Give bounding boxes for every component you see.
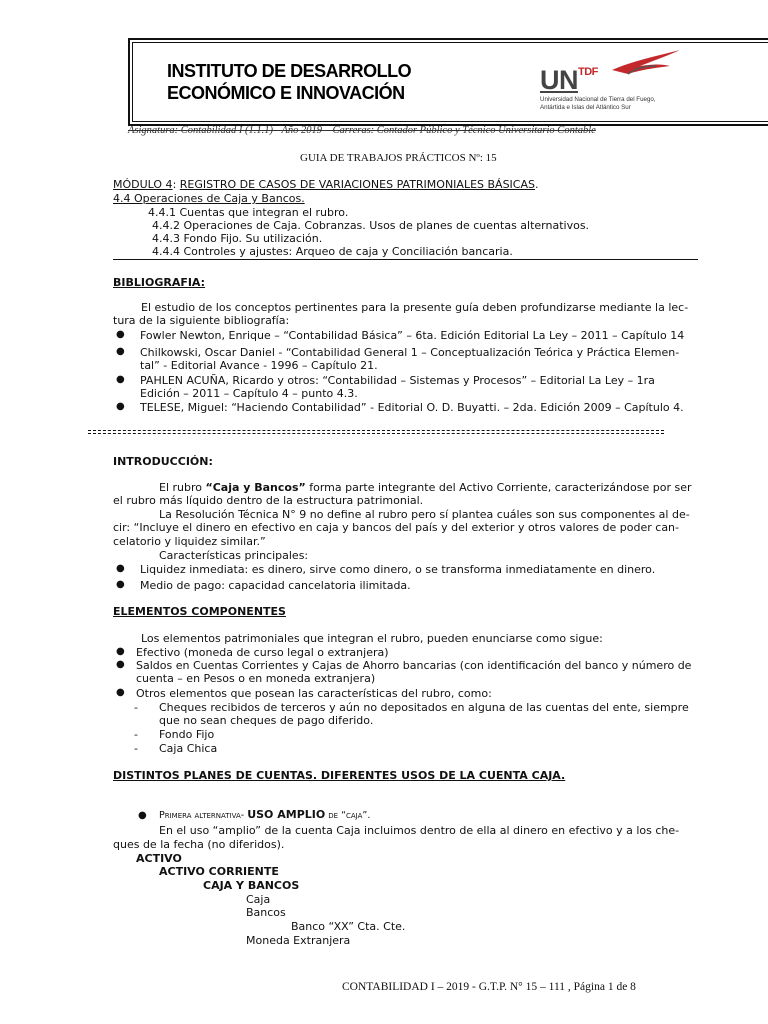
introduccion-heading: INTRODUCCIÓN:	[113, 455, 213, 468]
tree-moneda-extranjera: Moneda Extranjera	[246, 934, 351, 947]
caracteristicas-label: Características principales:	[159, 549, 309, 562]
item-4-4-2: 4.4.2 Operaciones de Caja. Cobranzas. Usos de planes de cuentas alternativos.	[152, 219, 590, 232]
subject-line: Asignatura: Contabilidad I (1.1.1) - Año 2019 – Carreras: Contador Público y Técnico Universitario Contable	[128, 125, 596, 136]
item-4-4-3: 4.4.3 Fondo Fijo. Su utilización.	[152, 232, 323, 245]
bullet-icon: ●	[116, 374, 125, 385]
reference-item-cont: Edición – 2011 – Capítulo 4 – punto 4.3.	[140, 387, 358, 400]
tree-bancos: Bancos	[246, 906, 286, 919]
reference-item: Fowler Newton, Enrique – “Contabilidad Básica” – 6ta. Edición Editorial La Ley – 2011 – Capítulo 14	[140, 329, 685, 342]
tree-banco-xx: Banco “XX” Cta. Cte.	[291, 920, 406, 933]
bullet-icon: ●	[116, 659, 125, 670]
bullet-icon: ●	[116, 401, 125, 412]
reference-item-cont: tal” - Editorial Avance - 1996 – Capítulo 21.	[140, 359, 378, 372]
planes-paragraph-cont: ques de la fecha (no diferidos).	[113, 838, 285, 851]
bullet-icon: ●	[116, 579, 125, 590]
institute-line-2: ECONÓMICO E INNOVACIÓN	[167, 83, 405, 103]
divider	[113, 259, 698, 260]
item-4-4-1: 4.4.1 Cuentas que integran el rubro.	[148, 206, 349, 219]
bullet-icon: ●	[116, 563, 125, 574]
reference-item: TELESE, Miguel: “Haciendo Contabilidad” - Editorial O. D. Buyatti. – 2da. Edición 2009 – Capítulo 4.	[140, 401, 684, 414]
sub-item: Caja Chica	[159, 742, 218, 755]
logo-subtitle: Universidad Nacional de Tierra del Fuego, Antártida e Islas del Atlántico Sur	[540, 96, 656, 111]
biblio-intro-1: El estudio de los conceptos pertinentes para la presente guía deben profundizarse mediante la lec-	[141, 301, 689, 314]
intro-paragraph-1-cont: el rubro más líquido dentro de la estructura patrimonial.	[113, 494, 424, 507]
untdf-logo	[540, 48, 680, 118]
dash-icon: -	[134, 742, 138, 755]
elementos-heading: ELEMENTOS COMPONENTES	[113, 605, 286, 618]
item-4-4-4: 4.4.4 Controles y ajustes: Arqueo de caja y Conciliación bancaria.	[152, 245, 513, 258]
elemento-item: Otros elementos que posean las características del rubro, como:	[136, 687, 492, 700]
bibliografia-heading: BIBLIOGRAFIA:	[113, 276, 206, 289]
bullet-icon: ●	[138, 810, 147, 821]
dash-icon: -	[134, 701, 138, 714]
page-footer: CONTABILIDAD I – 2019 - G.T.P. N° 15 – 111 , Página 1 de 8	[342, 981, 636, 993]
planes-paragraph: En el uso “amplio” de la cuenta Caja incluimos dentro de ella al dinero en efectivo y a los che-	[159, 824, 680, 837]
intro-paragraph-2: La Resolución Técnica N° 9 no define al rubro pero sí plantea cuáles son sus componentes al de-	[159, 508, 690, 521]
elemento-item-cont: cuenta – en Pesos o en moneda extranjera)	[136, 672, 376, 685]
reference-item: Chilkowski, Oscar Daniel - “Contabilidad General 1 – Conceptualización Teórica y Práctica Elemen-	[140, 346, 680, 359]
institute-line-1: INSTITUTO DE DESARROLLO	[167, 61, 412, 81]
sub-item: Cheques recibidos de terceros y aún no depositados en alguna de las cuentas del ente, siempre	[159, 701, 689, 714]
tree-activo: ACTIVO	[136, 852, 182, 865]
biblio-intro-2: tura de la siguiente bibliografía:	[113, 314, 290, 327]
caracteristica-item: Liquidez inmediata: es dinero, sirve como dinero, o se transforma inmediatamente en dinero.	[140, 563, 656, 576]
tree-caja-y-bancos: CAJA Y BANCOS	[203, 879, 300, 892]
elementos-intro: Los elementos patrimoniales que integran el rubro, pueden enunciarse como sigue:	[141, 632, 603, 645]
logo-wordmark: UN TDF	[540, 65, 598, 95]
bullet-icon: ●	[116, 346, 125, 357]
tree-caja: Caja	[246, 893, 271, 906]
dashed-divider	[88, 430, 664, 431]
intro-paragraph-2-cont: cir: “Incluye el dinero en efectivo en caja y bancos del país y del exterior y otros valores de poder can-	[113, 521, 679, 534]
page-title: GUIA DE TRABAJOS PRÁCTICOS Nº: 15	[300, 152, 497, 164]
dash-icon: -	[134, 728, 138, 741]
intro-paragraph-2-cont: celatorio y liquidez similar.”	[113, 535, 266, 548]
primera-alternativa: Primera alternativa- USO AMPLIO de “caja”.	[159, 808, 371, 821]
intro-paragraph-1: El rubro “Caja y Bancos” forma parte integrante del Activo Corriente, caracterizándose por ser	[159, 481, 692, 494]
section-4-4: 4.4 Operaciones de Caja y Bancos.	[113, 192, 305, 205]
reference-item: PAHLEN ACUÑA, Ricardo y otros: “Contabilidad – Sistemas y Procesos” – Editorial La Ley – 1ra	[140, 374, 655, 387]
bullet-icon: ●	[116, 646, 125, 657]
bullet-icon: ●	[116, 329, 125, 340]
caracteristica-item: Medio de pago: capacidad cancelatoria ilimitada.	[140, 579, 411, 592]
elemento-item: Efectivo (moneda de curso legal o extranjera)	[136, 646, 389, 659]
sub-item-cont: que no sean cheques de pago diferido.	[159, 714, 374, 727]
tree-activo-corriente: ACTIVO CORRIENTE	[159, 865, 279, 878]
planes-heading: DISTINTOS PLANES DE CUENTAS. DIFERENTES USOS DE LA CUENTA CAJA.	[113, 769, 566, 782]
bird-icon	[610, 48, 682, 76]
institute-name	[167, 60, 411, 104]
dashed-divider	[88, 433, 664, 434]
modulo-heading: MÓDULO 4: REGISTRO DE CASOS DE VARIACIONES PATRIMONIALES BÁSICAS.	[113, 178, 539, 191]
elemento-item: Saldos en Cuentas Corrientes y Cajas de Ahorro bancarias (con identificación del banco y número de	[136, 659, 692, 672]
sub-item: Fondo Fijo	[159, 728, 215, 741]
bullet-icon: ●	[116, 687, 125, 698]
